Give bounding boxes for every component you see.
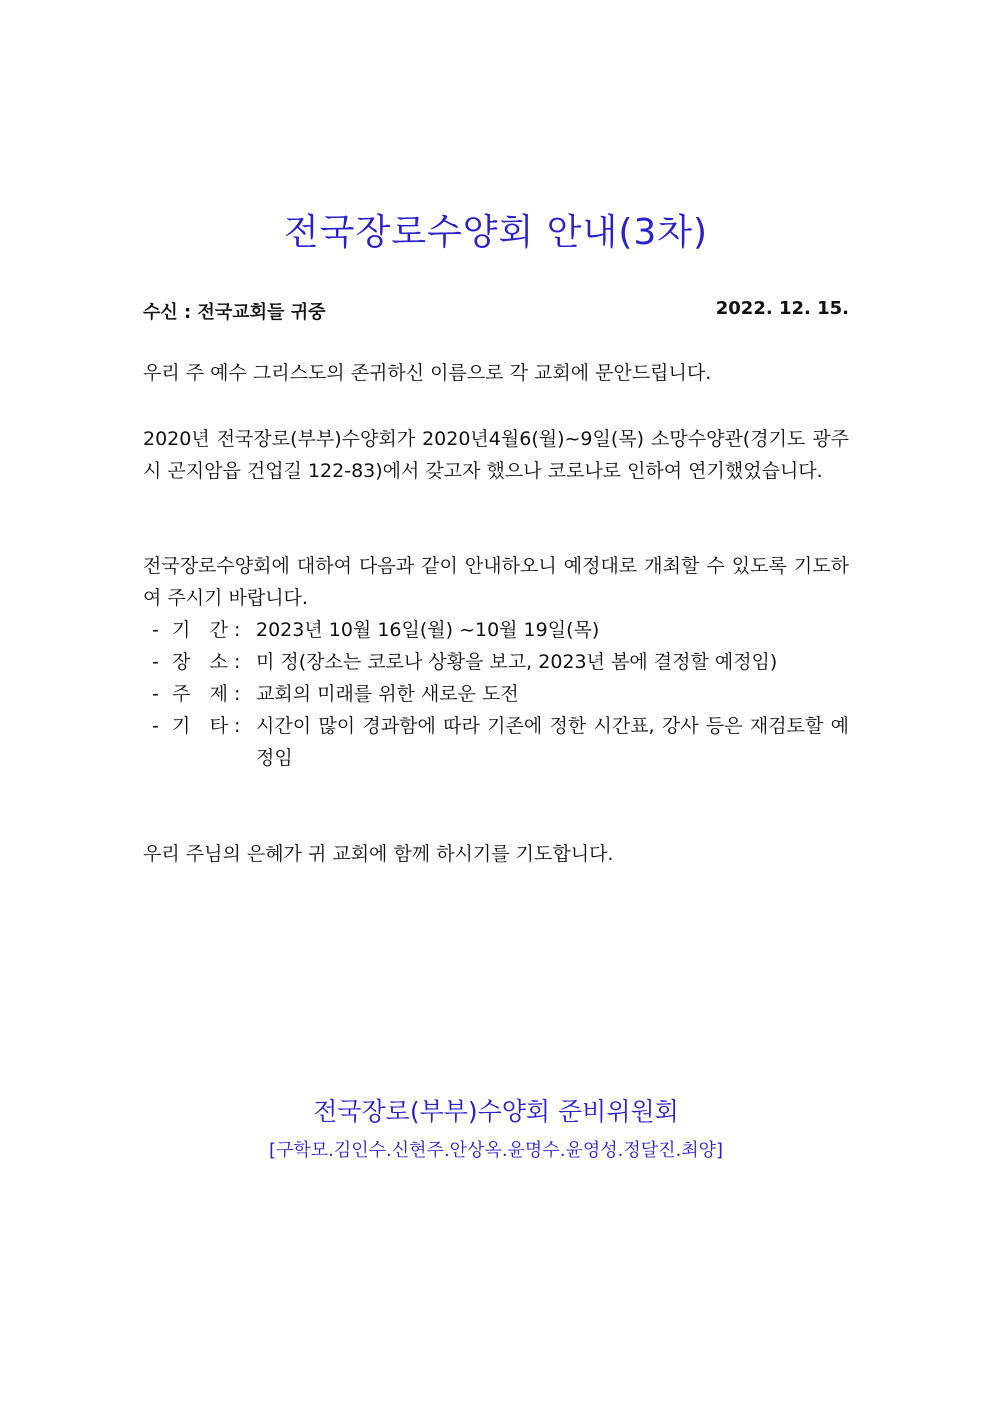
detail-item-period	[152, 614, 849, 646]
detail-label-part: 제	[209, 683, 228, 705]
detail-value: 미 정(장소는 코로나 상황을 보고, 2023년 봄에 결정할 예정임)	[256, 651, 778, 673]
detail-value: 교회의 미래를 위한 새로운 도전	[256, 683, 519, 705]
recipient-line: 수신 : 전국교회들 귀중	[143, 302, 326, 323]
list-dash: -	[152, 619, 159, 641]
greeting-paragraph: 우리 주 예수 그리스도의 존귀하신 이름으로 각 교회에 문안드립니다.	[143, 362, 712, 384]
detail-label	[172, 646, 234, 678]
detail-label-part: 타	[209, 715, 228, 737]
detail-label	[172, 614, 234, 646]
header-row	[143, 298, 849, 324]
detail-label-part: 주	[172, 683, 191, 705]
detail-colon: :	[234, 683, 241, 705]
list-dash: -	[152, 683, 159, 705]
list-dash: -	[152, 651, 159, 673]
background-paragraph: 2020년 전국장로(부부)수양회가 2020년4월6(월)~9일(목) 소망수양관(경기도 광주시 곤지암읍 건업길 122-83)에서 갖고자 했으나 코로나로 인하여 연기했었습니다.	[143, 428, 849, 482]
document-title: 전국장로수양회 안내(3차)	[283, 212, 709, 253]
closing-paragraph: 우리 주님의 은혜가 귀 교회에 함께 하시기를 기도합니다.	[143, 843, 614, 865]
detail-label	[172, 678, 234, 710]
detail-label-part: 소	[209, 651, 228, 673]
detail-colon: :	[234, 651, 241, 673]
detail-label-part: 간	[209, 619, 228, 641]
details-list	[152, 614, 849, 774]
organization-name: 전국장로(부부)수양회 준비위원회	[313, 1097, 679, 1126]
detail-label-part: 기	[172, 619, 191, 641]
detail-colon: :	[234, 619, 241, 641]
detail-colon: :	[234, 715, 241, 737]
committee-members: [구학모.김인수.신현주.안상옥.윤명수.윤영성.정달진.최양]	[268, 1140, 724, 1161]
detail-item-other	[152, 710, 849, 774]
detail-label	[172, 710, 234, 774]
document-date: 2022. 12. 15.	[715, 298, 849, 319]
detail-item-theme	[152, 678, 849, 710]
detail-item-place	[152, 646, 849, 678]
detail-value: 시간이 많이 경과함에 따라 기존에 정한 시간표, 강사 등은 재검토할 예정임	[256, 715, 849, 769]
list-dash: -	[152, 715, 159, 737]
detail-value: 2023년 10월 16일(월) ~10월 19일(목)	[256, 619, 600, 641]
detail-label-part: 장	[172, 651, 191, 673]
detail-label-part: 기	[172, 715, 191, 737]
notice-paragraph: 전국장로수양회에 대하여 다음과 같이 안내하오니 예정대로 개최할 수 있도록 기도하여 주시기 바랍니다.	[143, 555, 849, 609]
